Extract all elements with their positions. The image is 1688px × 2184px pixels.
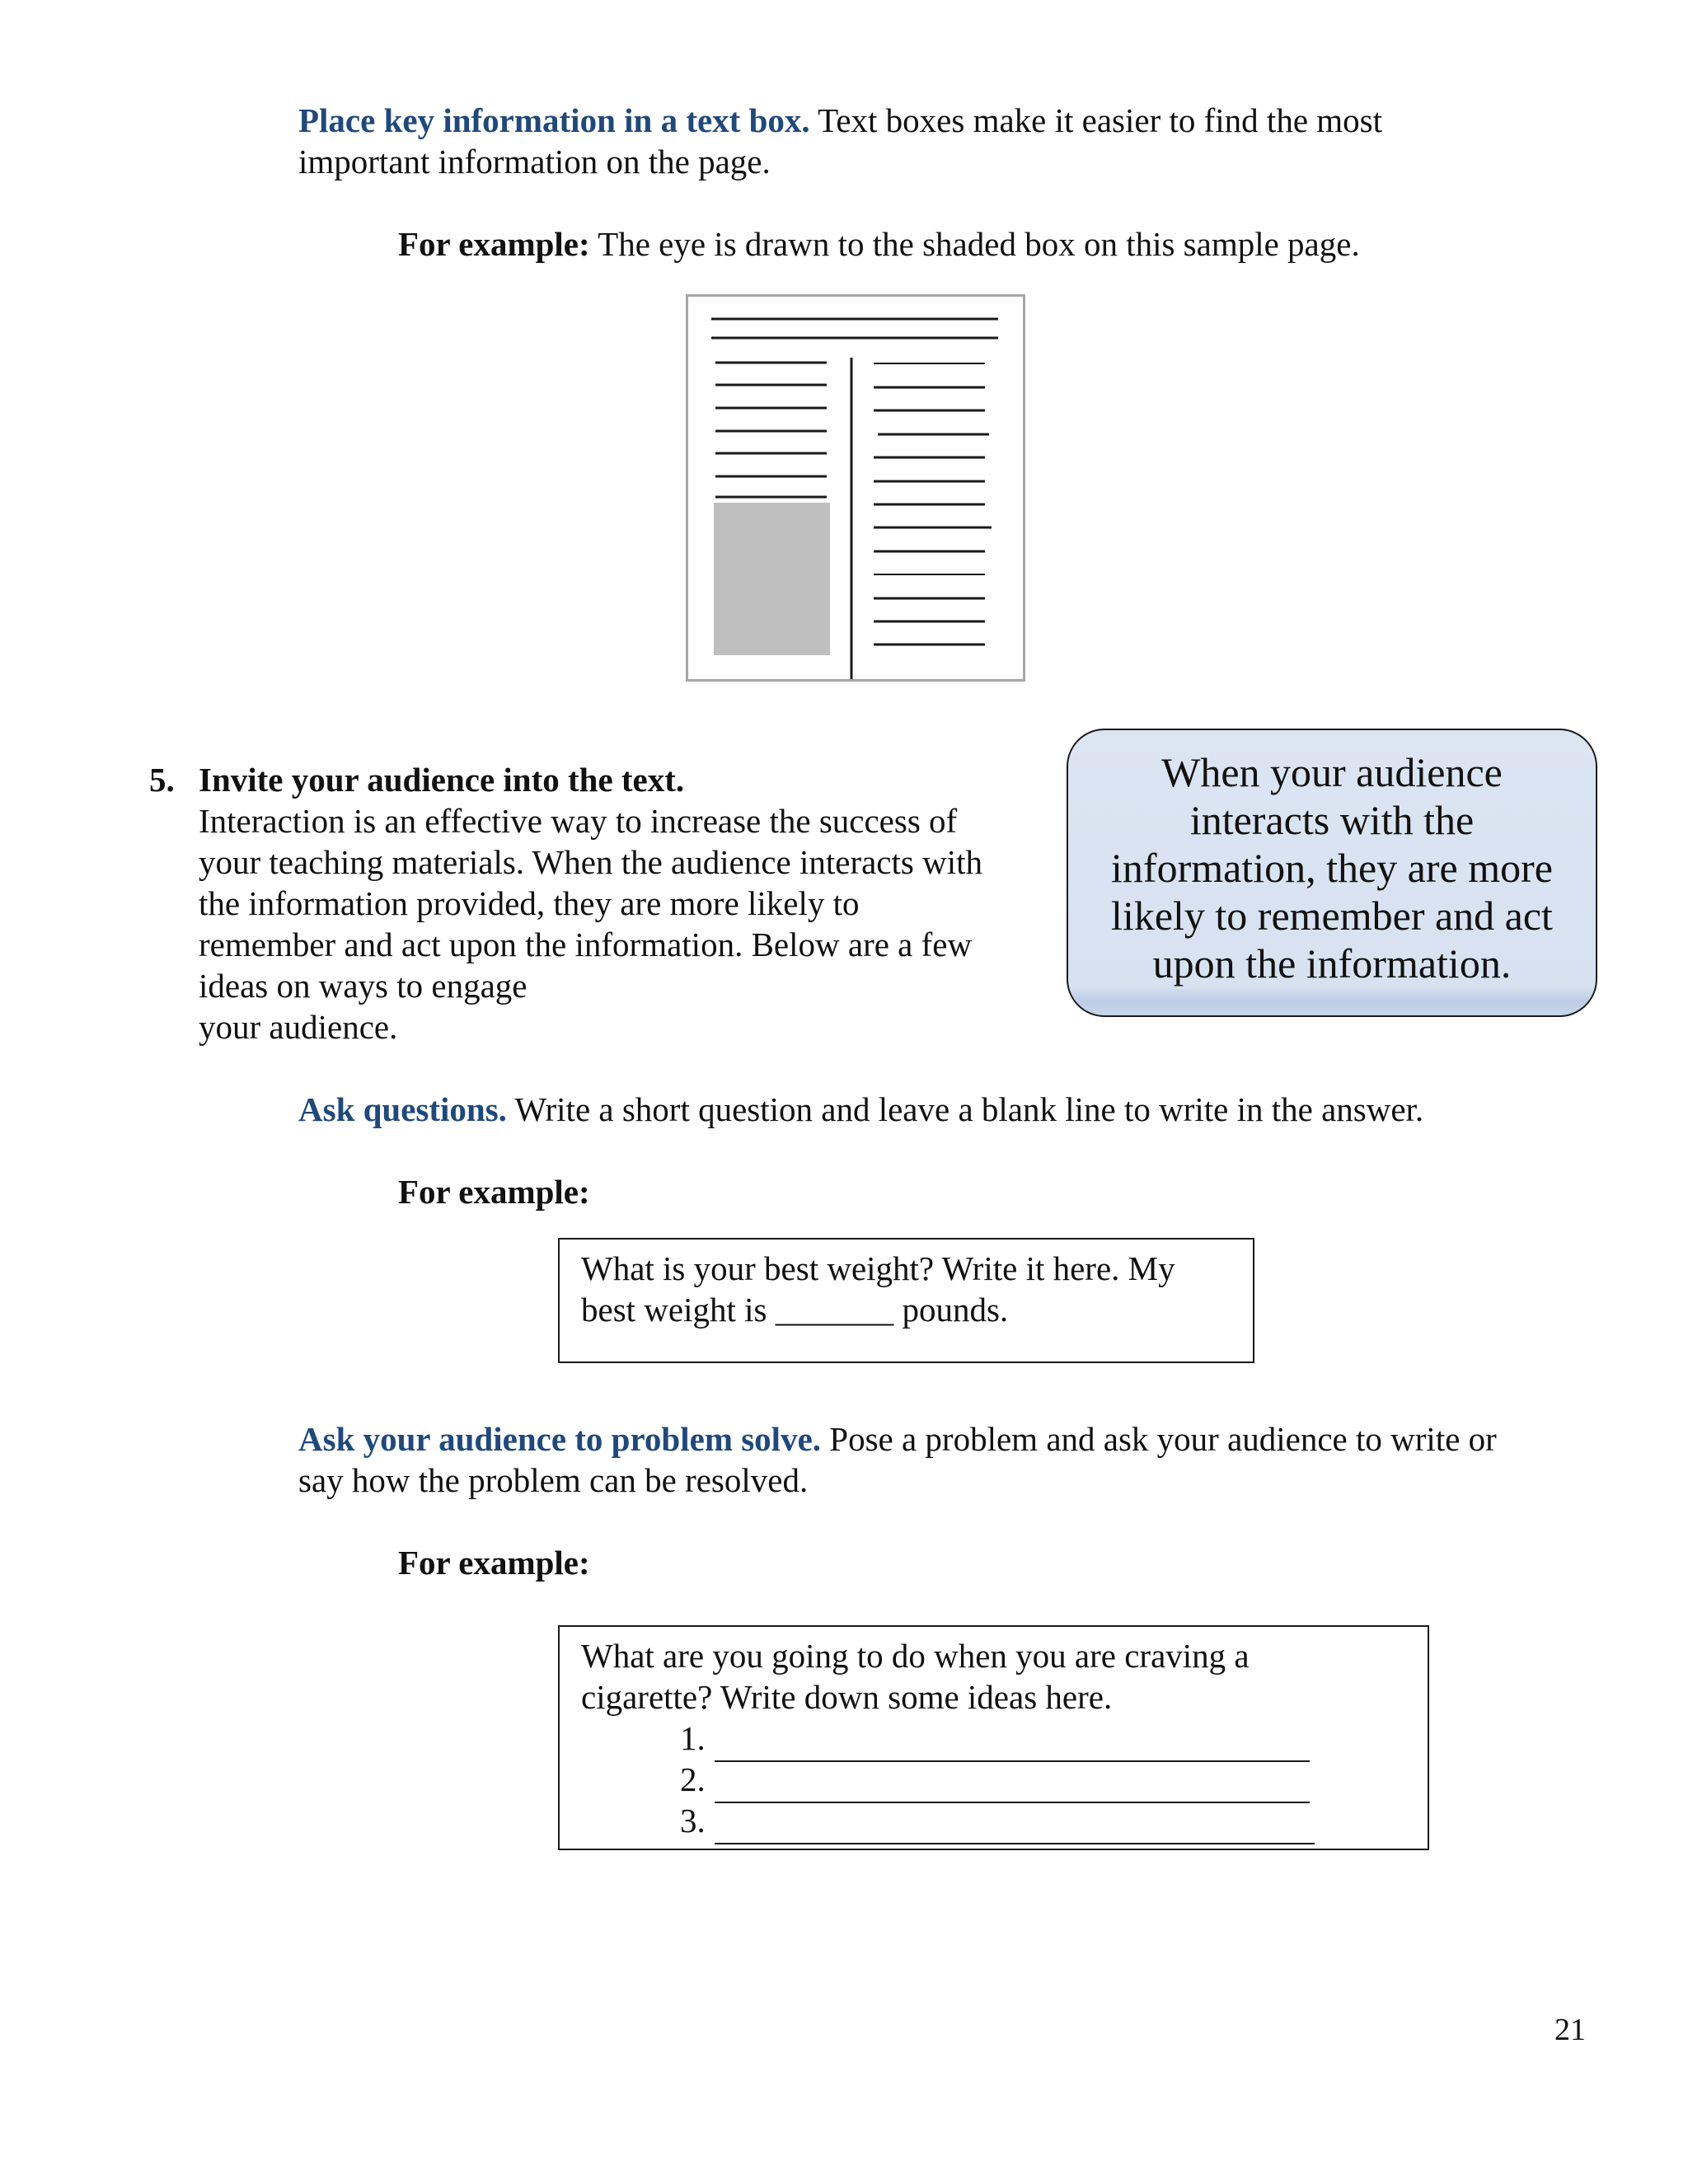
problem-solve-body: Pose a problem and ask your audience to write or: [821, 1420, 1497, 1458]
callout-line: upon the information.: [1152, 940, 1512, 987]
ask-questions-heading: Ask questions.: [298, 1090, 507, 1128]
callout-line: likely to remember and act: [1111, 893, 1553, 939]
answer-number-1: 1.: [680, 1719, 706, 1757]
sample-page-drawing: [688, 297, 1023, 679]
section-5-body-line: your teaching materials. When the audience interacts with: [199, 843, 982, 881]
callout-line: When your audience: [1161, 749, 1503, 795]
text-box-example: [398, 223, 1360, 265]
text-box-tip-line1: [298, 100, 1382, 141]
text-box-tip-heading: Place key information in a text box.: [298, 101, 810, 139]
shaded-box: [714, 503, 830, 655]
craving-question-line: cigarette? Write down some ideas here.: [581, 1678, 1113, 1716]
weight-question-box: [558, 1238, 1254, 1363]
callout-box: [1067, 729, 1597, 1017]
weight-question-text: [581, 1248, 1175, 1330]
section-5-number: 5.: [149, 761, 175, 799]
text-box-tip-body: Text boxes make it easier to find the most: [809, 101, 1382, 139]
example-text: The eye is drawn to the shaded box on this sample page.: [589, 225, 1360, 263]
text-box-tip-line2: important information on the page.: [298, 143, 771, 180]
craving-question-text: [581, 1635, 1250, 1718]
page-number: 21: [1554, 2013, 1586, 2047]
callout-line: interacts with the: [1189, 797, 1475, 843]
answer-blank-line-2: [715, 1802, 1310, 1803]
answer-blank-line-1: [715, 1760, 1310, 1762]
section-5-body-line: your audience.: [199, 1008, 398, 1046]
section-5-body-line: ideas on ways to engage: [199, 967, 528, 1005]
craving-question-box: [558, 1625, 1429, 1850]
weight-answer-line: best weight is _______ pounds.: [581, 1291, 1009, 1329]
example-label: For example:: [398, 225, 590, 263]
ask-questions-paragraph: [298, 1089, 1423, 1130]
ask-questions-example-label: For example:: [398, 1173, 590, 1211]
callout-text: [1068, 748, 1596, 987]
problem-solve-line2: say how the problem can be resolved.: [298, 1461, 809, 1499]
craving-question-line: What are you going to do when you are craving a: [581, 1637, 1250, 1675]
answer-blank-line-3: [715, 1843, 1315, 1844]
answer-number-3: 3.: [680, 1802, 706, 1840]
problem-solve-heading: Ask your audience to problem solve.: [298, 1420, 822, 1458]
section-5-body-line: remember and act upon the information. Below are a few: [199, 926, 973, 963]
callout-line: information, they are more: [1111, 845, 1553, 891]
problem-solve-line1: [298, 1418, 1497, 1460]
ask-questions-body: Write a short question and leave a blank line to write in the answer.: [506, 1090, 1424, 1128]
section-5-body-line: Interaction is an effective way to increase the success of: [199, 802, 958, 840]
problem-solve-example-label: For example:: [398, 1544, 590, 1582]
section-5-body-line: the information provided, they are more likely to: [199, 884, 860, 922]
weight-question-line: What is your best weight? Write it here. My: [581, 1249, 1175, 1287]
section-5-title: Invite your audience into the text.: [199, 761, 685, 799]
answer-number-2: 2.: [680, 1760, 706, 1798]
sample-page-illustration: [686, 294, 1025, 682]
